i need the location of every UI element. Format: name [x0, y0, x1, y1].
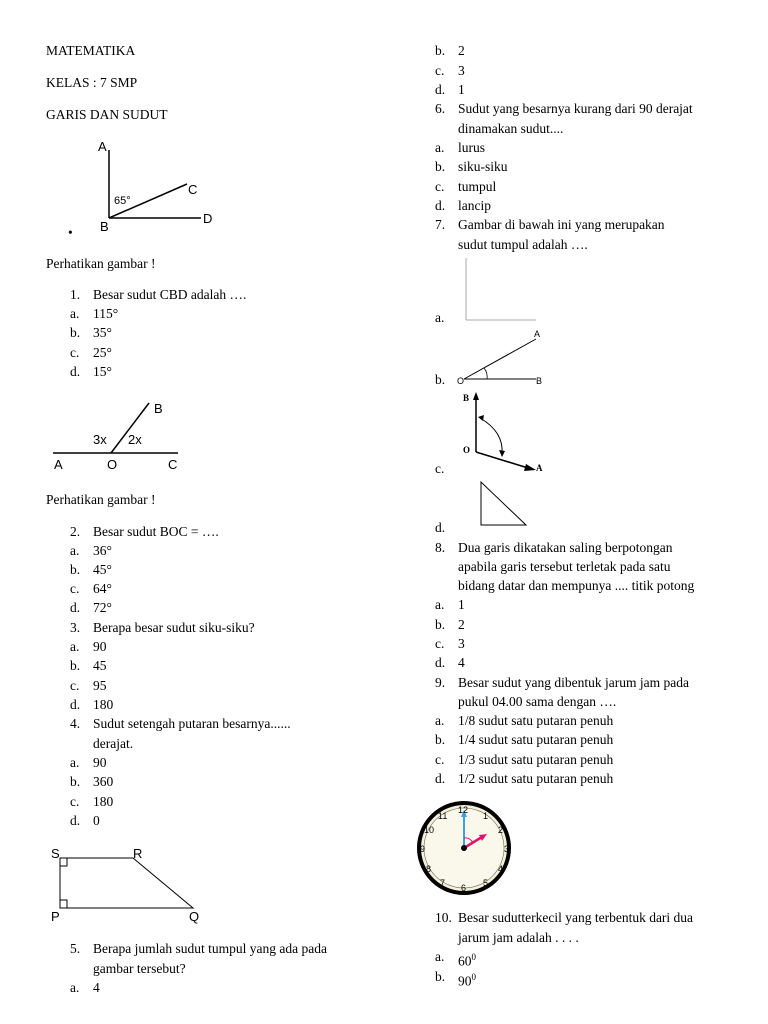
fig2-label-o: O [107, 457, 118, 472]
list-bullet: • [68, 225, 73, 240]
subject-title: MATEMATIKA [46, 43, 136, 58]
q9-text-line1: Besar sudut yang dibentuk jarum jam pada [458, 675, 689, 690]
q7b-label-a: A [534, 329, 541, 339]
q10-opt-a [458, 949, 476, 970]
q8-text-line3: bidang datar dan mempunya .... titik potong [458, 578, 695, 593]
q7-text-line1: Gambar di bawah ini yang merupakan [458, 217, 665, 232]
q7-opt-a-letter: a. [435, 310, 445, 325]
q9-opt-a-letter: a. [435, 713, 445, 728]
q7b-label-o: O [457, 376, 465, 386]
q10-opt-a-degree: 0 [471, 952, 476, 962]
q3-number: 3. [70, 620, 81, 635]
q3-opt-b: 45 [93, 658, 107, 673]
clock-figure [416, 800, 516, 896]
q2-opt-a: 36° [93, 543, 112, 558]
clock-num-10: 10 [424, 825, 435, 835]
q5-opt-d-letter: d. [435, 82, 446, 97]
q1-opt-a: 115° [93, 306, 119, 321]
q3-opt-a: 90 [93, 639, 107, 654]
q6-opt-a-letter: a. [435, 140, 445, 155]
q7-opt-c-letter: c. [435, 461, 445, 476]
q4-text-line1: Sudut setengah putaran besarnya...... [93, 716, 291, 731]
q6-opt-c: tumpul [458, 179, 497, 194]
figure-straight-angle-aoc [48, 396, 188, 476]
q6-text-line1: Sudut yang besarnya kurang dari 90 derajat [458, 101, 693, 116]
q4-opt-c: 180 [93, 794, 114, 809]
q2-opt-b-letter: b. [70, 562, 81, 577]
figure-trapezoid-pqrs-drawing [46, 844, 206, 924]
clock-num-7: 7 [440, 878, 446, 888]
clock-num-6: 6 [461, 883, 467, 893]
q2-opt-d-letter: d. [70, 600, 81, 615]
q10-opt-a-letter: a. [435, 949, 445, 964]
q9-opt-c: 1/3 sudut satu putaran penuh [458, 752, 614, 767]
q7c-label-a: A [536, 463, 543, 473]
clock-num-2: 2 [498, 825, 504, 835]
q7c-label-o: O [463, 445, 471, 455]
q7-text-line2: sudut tumpul adalah …. [458, 237, 588, 252]
q10-text-line2: jarum jam adalah . . . . [458, 930, 579, 945]
q2-opt-a-letter: a. [70, 543, 80, 558]
q8-number: 8. [435, 540, 446, 555]
q5-text-line1: Berapa jumlah sudut tumpul yang ada pada [93, 941, 327, 956]
q1-opt-d: 15° [93, 364, 112, 379]
q1-opt-c-letter: c. [70, 345, 80, 360]
q2-number: 2. [70, 524, 81, 539]
q5-number: 5. [70, 941, 81, 956]
q10-opt-b-degree: 0 [471, 972, 476, 982]
q6-opt-b-letter: b. [435, 159, 446, 174]
q6-opt-c-letter: c. [435, 179, 445, 194]
q4-opt-a-letter: a. [70, 755, 80, 770]
fig1-label-b: B [100, 219, 109, 234]
clock-num-3: 3 [504, 844, 510, 854]
q4-number: 4. [70, 716, 81, 731]
q7b-label-b: B [536, 376, 543, 386]
q6-number: 6. [435, 101, 446, 116]
q9-opt-d-letter: d. [435, 771, 446, 786]
q3-opt-c-letter: c. [70, 678, 80, 693]
q5-opt-b-letter: b. [435, 43, 446, 58]
clock-num-1: 1 [483, 811, 489, 821]
q6-opt-b: siku-siku [458, 159, 508, 174]
figure-angle-abcd [88, 136, 228, 236]
q9-opt-d: 1/2 sudut satu putaran penuh [458, 771, 614, 786]
q5-opt-a: 4 [93, 980, 100, 995]
q7-fig-d-drawing [476, 478, 532, 530]
q5-opt-c-letter: c. [435, 63, 445, 78]
q7-number: 7. [435, 217, 446, 232]
q7-opt-d-letter: d. [435, 520, 446, 535]
fig3-label-s: S [51, 846, 60, 861]
q6-text-line2: dinamakan sudut.... [458, 121, 564, 136]
q10-number: 10. [435, 910, 452, 925]
fig1-label-c: C [188, 182, 198, 197]
clock-num-8: 8 [426, 864, 432, 874]
fig2-label-a: A [54, 457, 63, 472]
fig1-angle-label: 65° [114, 195, 131, 207]
instruction-1: Perhatikan gambar ! [46, 256, 156, 271]
q2-opt-b: 45° [93, 562, 112, 577]
q5-opt-d: 1 [458, 82, 465, 97]
fig1-label-d: D [203, 211, 213, 226]
q3-opt-d: 180 [93, 697, 114, 712]
fig3-label-p: P [51, 909, 60, 924]
q7-fig-b-acute-angle [456, 326, 556, 390]
q5-opt-b: 2 [458, 43, 465, 58]
q1-opt-d-letter: d. [70, 364, 81, 379]
grade-title: KELAS : 7 SMP [46, 75, 138, 90]
q7-fig-a-drawing [458, 252, 548, 326]
q7-fig-d-triangle [476, 478, 532, 530]
q10-opt-b-value: 90 [458, 973, 472, 989]
q3-opt-a-letter: a. [70, 639, 80, 654]
q8-opt-d-letter: d. [435, 655, 446, 670]
q4-opt-b: 360 [93, 774, 114, 789]
fig2-label-3x: 3x [93, 432, 107, 447]
q7-opt-b-letter: b. [435, 372, 446, 387]
q1-opt-c: 25° [93, 345, 112, 360]
q6-opt-d: lancip [458, 198, 491, 213]
q8-opt-c: 3 [458, 636, 465, 651]
q3-opt-d-letter: d. [70, 697, 81, 712]
q4-opt-c-letter: c. [70, 794, 80, 809]
q6-opt-d-letter: d. [435, 198, 446, 213]
q3-text: Berapa besar sudut siku-siku? [93, 620, 255, 635]
q10-opt-a-value: 60 [458, 953, 472, 969]
q9-opt-c-letter: c. [435, 752, 445, 767]
clock-num-4: 4 [498, 864, 504, 874]
q8-text-line1: Dua garis dikatakan saling berpotongan [458, 540, 673, 555]
q8-opt-c-letter: c. [435, 636, 445, 651]
q2-text: Besar sudut BOC = …. [93, 524, 219, 539]
q8-opt-a: 1 [458, 597, 465, 612]
clock-num-9: 9 [420, 844, 426, 854]
figure-trapezoid-pqrs [46, 844, 206, 924]
q9-number: 9. [435, 675, 446, 690]
q4-opt-a: 90 [93, 755, 107, 770]
q8-opt-d: 4 [458, 655, 465, 670]
q4-opt-d: 0 [93, 813, 100, 828]
q5-opt-c: 3 [458, 63, 465, 78]
q1-text: Besar sudut CBD adalah …. [93, 287, 247, 302]
q4-opt-b-letter: b. [70, 774, 81, 789]
instruction-2: Perhatikan gambar ! [46, 492, 156, 507]
q8-opt-b: 2 [458, 617, 465, 632]
q9-opt-b: 1/4 sudut satu putaran penuh [458, 732, 614, 747]
fig2-label-c: C [168, 457, 178, 472]
q1-opt-b: 35° [93, 325, 112, 340]
clock-num-12: 12 [458, 805, 469, 815]
q2-opt-c-letter: c. [70, 581, 80, 596]
fig2-label-b: B [154, 401, 163, 416]
fig3-label-q: Q [189, 909, 200, 924]
fig3-label-r: R [133, 846, 143, 861]
clock-num-5: 5 [483, 878, 489, 888]
clock-num-11: 11 [438, 811, 448, 821]
q2-opt-c: 64° [93, 581, 112, 596]
q7-fig-c-angle-with-arc [460, 388, 550, 476]
q8-opt-b-letter: b. [435, 617, 446, 632]
q9-opt-a: 1/8 sudut satu putaran penuh [458, 713, 614, 728]
q10-text-line1: Besar sudutterkecil yang terbentuk dari dua [458, 910, 694, 925]
q7-fig-a-right-angle [458, 252, 548, 326]
q6-opt-a: lurus [458, 140, 485, 155]
q5-opt-a-letter: a. [70, 980, 80, 995]
q9-opt-b-letter: b. [435, 732, 446, 747]
q10-opt-b [458, 969, 476, 990]
q10-opt-b-letter: b. [435, 969, 446, 984]
q4-text-line2: derajat. [93, 736, 134, 751]
topic-title: GARIS DAN SUDUT [46, 107, 168, 122]
fig2-label-2x: 2x [128, 432, 142, 447]
q8-opt-a-letter: a. [435, 597, 445, 612]
q4-opt-d-letter: d. [70, 813, 81, 828]
q3-opt-b-letter: b. [70, 658, 81, 673]
q1-opt-a-letter: a. [70, 306, 80, 321]
q2-opt-d: 72° [93, 600, 112, 615]
q5-text-line2: gambar tersebut? [93, 961, 186, 976]
q1-number: 1. [70, 287, 81, 302]
fig1-label-a: A [98, 139, 107, 154]
q9-text-line2: pukul 04.00 sama dengan …. [458, 694, 617, 709]
figure-straight-angle-aoc-drawing [48, 396, 188, 476]
q8-text-line2: apabila garis tersebut terletak pada satu [458, 559, 671, 574]
q1-opt-b-letter: b. [70, 325, 81, 340]
q3-opt-c: 95 [93, 678, 107, 693]
q7c-label-b: B [463, 393, 470, 403]
